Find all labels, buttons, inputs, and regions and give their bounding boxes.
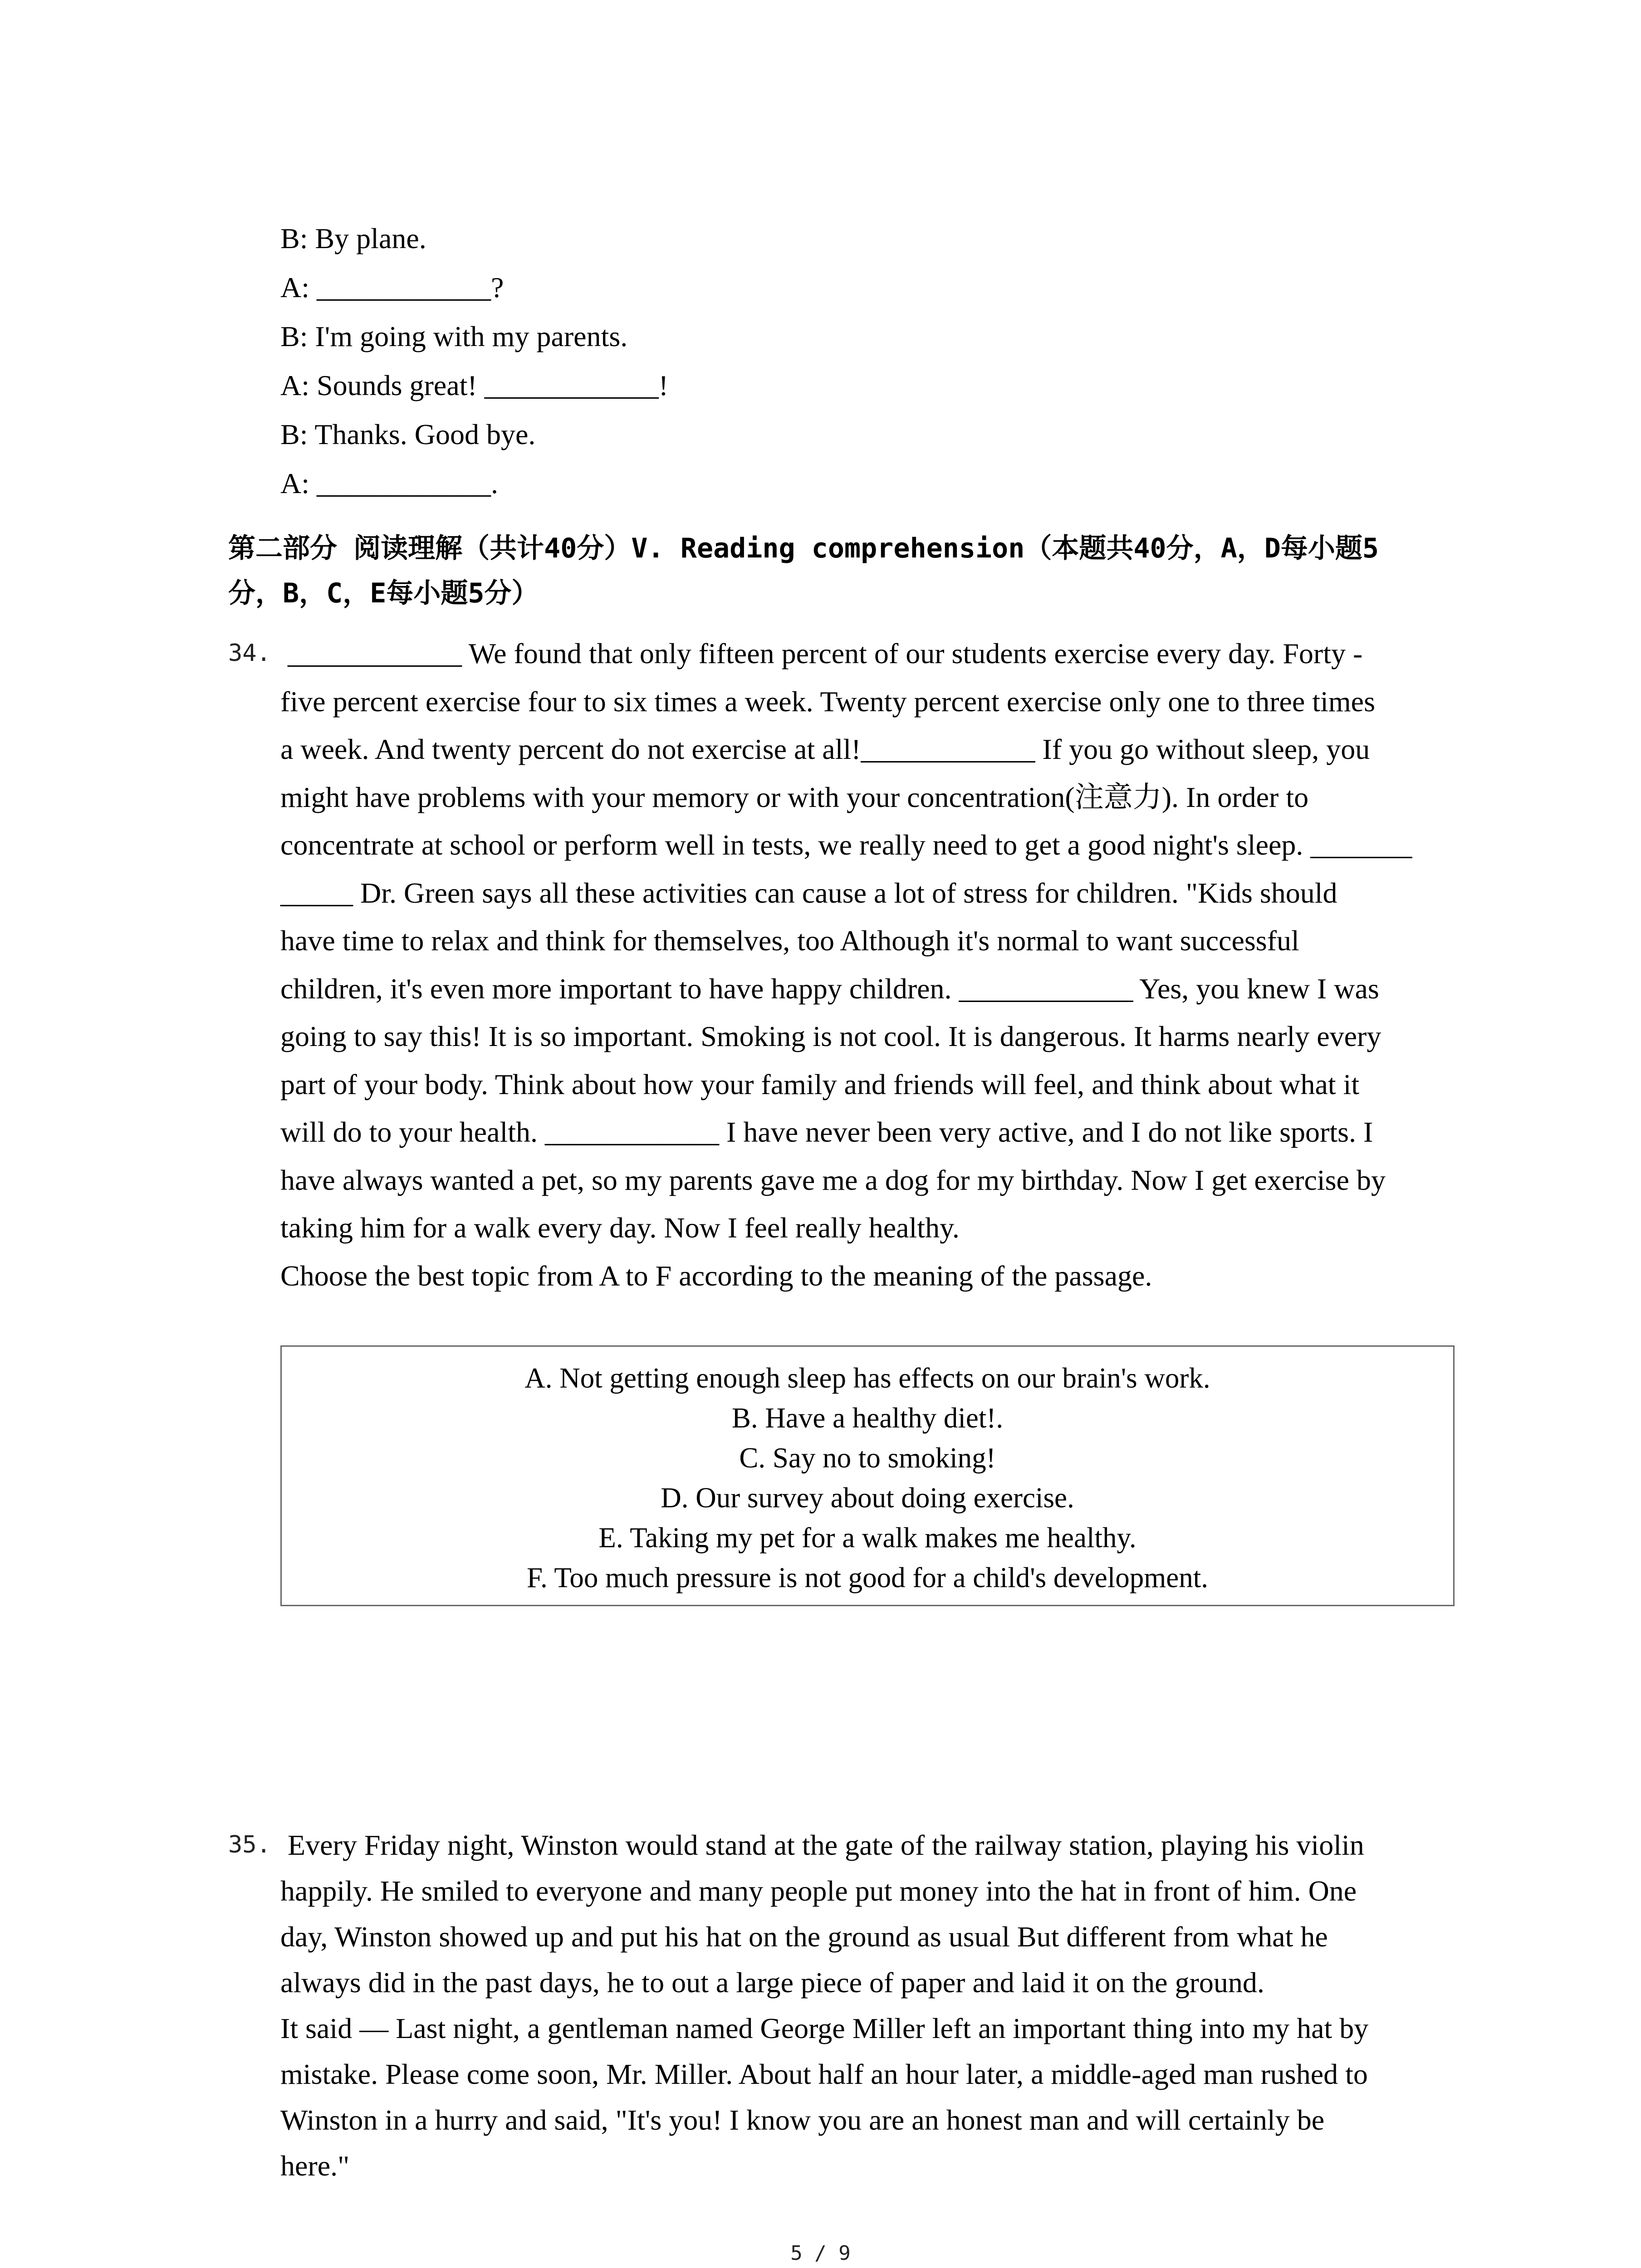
option-b: B. Have a healthy diet!. xyxy=(731,1402,1004,1434)
passage-line: children, it's even more important to have happy children. ____________ Yes, you knew I was xyxy=(280,972,1379,1005)
passage-line: going to say this! It is so important. Smoking is not cool. It is dangerous. It harms nearly every xyxy=(280,1020,1381,1052)
question-number: 34. xyxy=(228,640,271,667)
page-number: 5 / 9 xyxy=(790,2242,851,2265)
passage-line: five percent exercise four to six times a week. Twenty percent exercise only one to three times xyxy=(280,685,1375,718)
dialogue-line: A: ____________. xyxy=(280,467,498,499)
passage-line: ____________ We found that only fifteen percent of our students exercise every day. Forty - xyxy=(280,637,1363,670)
section-header-line: 第二部分 阅读理解（共计40分）V. Reading comprehension（本题共40分，A，D每小题5 xyxy=(228,533,1379,564)
passage-line: have always wanted a pet, so my parents gave me a dog for my birthday. Now I get exercise by xyxy=(280,1163,1386,1196)
passage-line: Every Friday night, Winston would stand at the gate of the railway station, playing his violin xyxy=(280,1829,1364,1861)
question-number: 35. xyxy=(228,1831,271,1858)
dialogue-line: A: Sounds great! ____________! xyxy=(280,369,669,401)
passage-line: happily. He smiled to everyone and many people put money into the hat in front of him. One xyxy=(280,1875,1357,1907)
passage-line: It said — Last night, a gentleman named George Miller left an important thing into my hat by xyxy=(280,2012,1369,2044)
passage-line: always did in the past days, he to out a large piece of paper and laid it on the ground. xyxy=(280,1966,1264,1999)
passage-line: taking him for a walk every day. Now I feel really healthy. xyxy=(280,1212,960,1244)
dialogue-line: B: By plane. xyxy=(280,222,426,254)
option-e: E. Taking my pet for a walk makes me healthy. xyxy=(598,1522,1136,1554)
passage-line: Winston in a hurry and said, "It's you! I know you are an honest man and will certainly be xyxy=(280,2104,1325,2136)
dialogue-line: B: I'm going with my parents. xyxy=(280,320,628,352)
question-35-passage xyxy=(280,1822,1368,2189)
passage-line: _____ Dr. Green says all these activities can cause a lot of stress for children. "Kids should xyxy=(280,876,1337,909)
passage-line: part of your body. Think about how your family and friends will feel, and think about what it xyxy=(280,1068,1360,1100)
option-f: F. Too much pressure is not good for a child's development. xyxy=(526,1562,1208,1593)
dialogue-block xyxy=(280,214,668,508)
passage-line: mistake. Please come soon, Mr. Miller. About half an hour later, a middle-aged man rushed to xyxy=(280,2058,1368,2090)
options-box xyxy=(280,1345,1455,1606)
passage-line: here." xyxy=(280,2150,350,2182)
passage-line: a week. And twenty percent do not exercise at all!____________ If you go without sleep, you xyxy=(280,733,1370,765)
passage-line: day, Winston showed up and put his hat on the ground as usual But different from what he xyxy=(280,1921,1328,1953)
dialogue-line: B: Thanks. Good bye. xyxy=(280,418,536,450)
passage-line: will do to your health. ____________ I have never been very active, and I do not like sports. I xyxy=(280,1116,1373,1148)
passage-line: have time to relax and think for themselves, too Although it's normal to want successful xyxy=(280,924,1299,957)
passage-line: concentrate at school or perform well in tests, we really need to get a good night's sleep. _______ xyxy=(280,829,1412,861)
section-header-line: 分，B，C，E每小题5分） xyxy=(228,577,539,609)
option-c: C. Say no to smoking! xyxy=(739,1442,996,1474)
question-34-passage xyxy=(280,630,1412,1300)
question-instruction: Choose the best topic from A to F according to the meaning of the passage. xyxy=(280,1259,1152,1292)
option-d: D. Our survey about doing exercise. xyxy=(661,1482,1074,1514)
section-header xyxy=(228,526,1379,616)
option-a: A. Not getting enough sleep has effects on our brain's work. xyxy=(524,1362,1210,1394)
passage-line: might have problems with your memory or with your concentration(注意力). In order to xyxy=(280,781,1309,813)
dialogue-line: A: ____________? xyxy=(280,271,504,303)
